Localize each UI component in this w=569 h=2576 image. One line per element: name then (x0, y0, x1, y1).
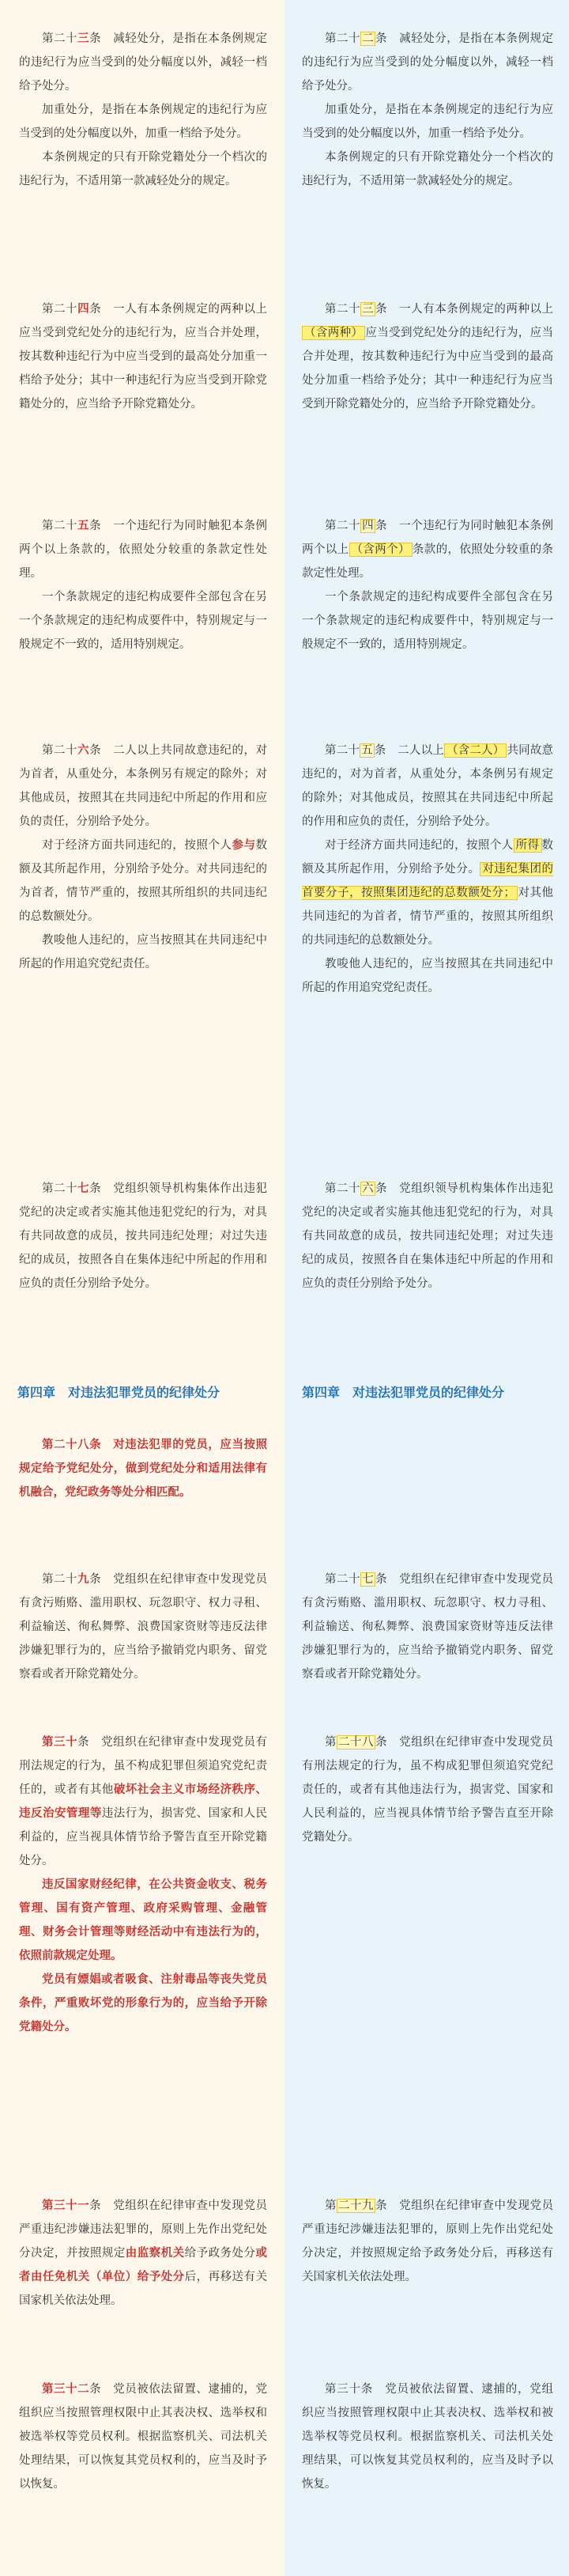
new-version-column (0, 0, 284, 2576)
paragraph: 第二十 四 条 一个违纪行为同时触犯本条例两个以上 （含两个） 条款的，依照处分较重的条款定性处理。 (302, 520, 554, 580)
paragraph: 违反国家财经纪律，在公共资金收支、税务管理、国有资产管理、政府采购管理、金融管理、财务会计管理等财经活动中有违法行为的，依照前款规定处理。 (19, 1878, 267, 1962)
paragraph: 加重处分，是指在本条例规定的违纪行为应当受到的处分幅度以外，加重一档给予处分。 (19, 104, 267, 140)
paragraph: 第三十条 党组织在纪律审查中发现党员有刑法规定的行为，虽不构成犯罪但须追究党纪责任的，或者有其他破坏社会主义市场经济秩序、违反治安管理等违法行为，损害党、国家和人民利益的，应当视具体情节给予警告直至开除党籍处分。 (19, 1736, 268, 1867)
paragraph: 第 二十九 条 党组织在纪律审查中发现党员严重违纪涉嫌违法犯罪的，原则上先作出党纪处分决定，并按照规定给予政务处分后，再移送有关国家机关依法处理。 (302, 2200, 554, 2283)
paragraph: 教唆他人违纪的，应当按照其在共同违纪中所起的作用追究党纪责任。 (302, 958, 553, 994)
paragraph: 第二十九条 党组织在纪律审查中发现党员有贪污贿赂、滥用职权、玩忽职守、权力寻租、利益输送、徇私舞弊、浪费国家资财等违反法律涉嫌犯罪行为的，应当给予撤销党内职务、留党察看或者开除党籍处分。 (19, 1573, 268, 1681)
article-block (19, 514, 267, 656)
paragraph: 第三十二条 党员被依法留置、逮捕的，党组织应当按照管理权限中止其表决权、选举权和被选举权等党员权利。根据监察机关、司法机关处理结果，可以恢复其党员权利的，应当及时予以恢复。 (19, 2383, 268, 2491)
article-block (302, 297, 553, 416)
paragraph: 第二十 二 条 减轻处分，是指在本条例规定的违纪行为应当受到的处分幅度以外，减轻一档给予处分。 (302, 32, 554, 93)
article-block (19, 27, 267, 193)
chapter-heading: 第四章 对违法犯罪党员的纪律处分 (17, 1385, 220, 1400)
paragraph: 第二十 三 条 一人有本条例规定的两种以上（含两种） 应当受到党纪处分的违纪行为，应当合并处理，按其数种违纪行为中应当受到的最高处分加重一档给予处分；其中一种违纪行为应当受到开除党籍处分的，应当给予开除党籍处分。 (302, 303, 554, 410)
article-block (19, 1177, 267, 1296)
paragraph: 第三十一条 党组织在纪律审查中发现党员严重违纪涉嫌违法犯罪的，原则上先作出党纪处分决定，并按照规定由监察机关给予政务处分或者由任免机关（单位）给予处分后，再移送有关国家机关依法处理。 (19, 2200, 268, 2307)
paragraph: 第 二十八 条 党组织在纪律审查中发现党员有刑法规定的行为，虽不构成犯罪但须追究党纪责任的，或者有其他违法行为，损害党、国家和人民利益的，应当视具体情节给予警告直至开除党籍处分。 (302, 1736, 554, 1844)
paragraph: 党员有嫖娼或者吸食、注射毒品等丧失党员条件，严重败坏党的形象行为的，应当给予开除党籍处分。 (19, 1973, 267, 2033)
paragraph: 本条例规定的只有开除党籍处分一个档次的违纪行为，不适用第一款减轻处分的规定。 (302, 151, 553, 187)
paragraph: 一个条款规定的违纪构成要件全部包含在另一个条款规定的违纪构成要件中，特别规定与一般规定不一致的，适用特别规定。 (302, 591, 553, 651)
paragraph: 第二十八条 对违法犯罪的党员，应当按照规定给予党纪处分，做到党纪处分和适用法律有机融合，党纪政务等处分相匹配。 (19, 1439, 267, 1499)
paragraph: 第二十三条 减轻处分，是指在本条例规定的违纪行为应当受到的处分幅度以外，减轻一档给予处分。 (19, 32, 268, 93)
paragraph: 对于经济方面共同违纪的，按照个人 所得 数额及其所起作用，分别给予处分。 对违纪集团的首要分子，按照集团违纪的总数额处分； 对其他共同违纪的为首者，情节严重的，按照其所组织的共同违纪的总数额处分。 (302, 839, 554, 947)
paragraph: 第二十六条 二人以上共同故意违纪的，对为首者，从重处分，本条例另有规定的除外；对其他成员，按照其在共同违纪中所起的作用和应负的责任，分别给予处分。 (19, 744, 268, 828)
article-block (302, 27, 553, 193)
article-block (19, 297, 267, 416)
old-version-column (284, 0, 569, 2576)
paragraph: 第二十 七 条 党组织在纪律审查中发现党员有贪污贿赂、滥用职权、玩忽职守、权力寻租、利益输送、徇私舞弊、浪费国家资财等违反法律涉嫌犯罪行为的，应当给予撤销党内职务、留党察看或者开除党籍处分。 (302, 1573, 554, 1681)
paragraph: 本条例规定的只有开除党籍处分一个档次的违纪行为，不适用第一款减轻处分的规定。 (19, 151, 267, 187)
paragraph: 第三十条 党员被依法留置、逮捕的，党组织应当按照管理权限中止其表决权、选举权和被选举权等党员权利。根据监察机关、司法机关处理结果，可以恢复其党员权利的，应当及时予以恢复。 (302, 2383, 553, 2491)
article-block (302, 2377, 553, 2496)
paragraph: 一个条款规定的违纪构成要件全部包含在另一个条款规定的违纪构成要件中，特别规定与一般规定不一致的，适用特别规定。 (19, 591, 267, 651)
paragraph: 对于经济方面共同违纪的，按照个人参与数额及其所起作用，分别给予处分。对共同违纪的为首者，情节严重的，按照其所组织的共同违纪的总数额处分。 (19, 839, 268, 923)
article-block (302, 514, 553, 656)
paragraph: 第二十五条 一个违纪行为同时触犯本条例两个以上条款的，依照处分较重的条款定性处理。 (19, 520, 268, 580)
paragraph: 第二十七条 党组织领导机构集体作出违犯党纪的决定或者实施其他违犯党纪的行为，对具有共同故意的成员，按共同违纪处理；对过失违纪的成员，按照各自在集体违纪中所起的作用和应负的责任分别给予处分。 (19, 1182, 268, 1290)
paragraph: 加重处分，是指在本条例规定的违纪行为应当受到的处分幅度以外，加重一档给予处分。 (302, 104, 553, 140)
paragraph: 第二十四条 一人有本条例规定的两种以上应当受到党纪处分的违纪行为，应当合并处理，按其数种违纪行为中应当受到的最高处分加重一档给予处分；其中一种违纪行为应当受到开除党籍处分的，应当给予开除党籍处分。 (19, 303, 268, 410)
paragraph: 第二十 五 条 二人以上 （含二人） 共同故意违纪的，对为首者，从重处分，本条例另有规定的除外；对其他成员，按照其在共同违纪中所起的作用和应负的责任，分别给予处分。 (302, 744, 554, 828)
paragraph: 第二十 六 条 党组织领导机构集体作出违犯党纪的决定或者实施其他违犯党纪的行为，对具有共同故意的成员，按共同违纪处理；对过失违纪的成员，按照各自在集体违纪中所起的作用和应负的责任分别给予处分。 (302, 1182, 554, 1290)
article-block (302, 2194, 553, 2289)
paragraph: 教唆他人违纪的，应当按照其在共同违纪中所起的作用追究党纪责任。 (19, 934, 267, 970)
article-block (302, 1731, 553, 1849)
article-block (302, 1568, 553, 1686)
article-block (19, 739, 267, 976)
article-block (302, 1177, 553, 1296)
chapter-heading: 第四章 对违法犯罪党员的纪律处分 (302, 1385, 505, 1400)
article-block (302, 739, 553, 1000)
article-block (19, 2194, 267, 2313)
article-block (19, 1731, 267, 2039)
article-block (19, 1433, 267, 1504)
article-block (19, 2377, 267, 2496)
article-block (19, 1568, 267, 1686)
